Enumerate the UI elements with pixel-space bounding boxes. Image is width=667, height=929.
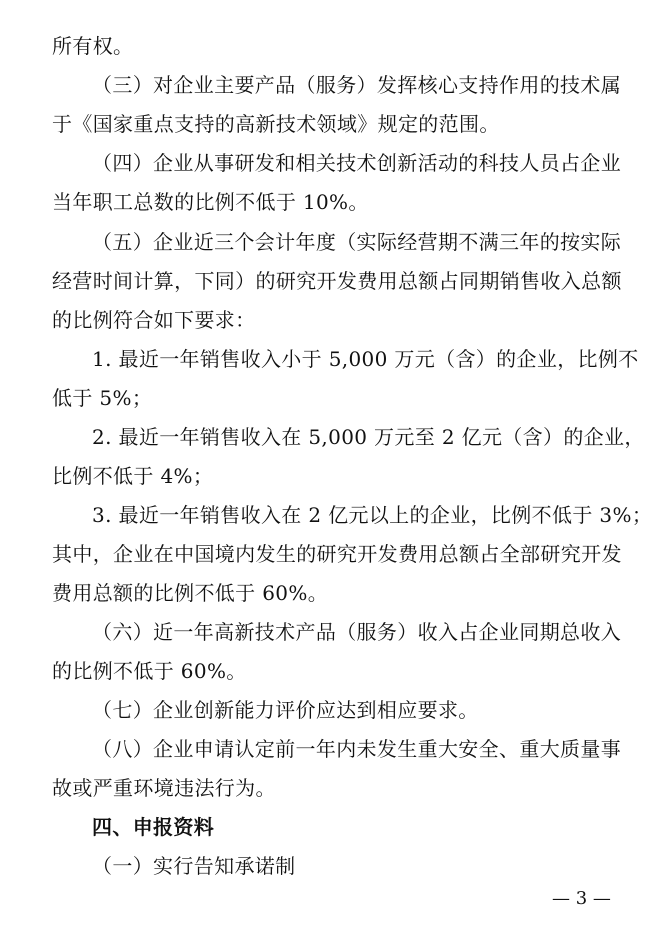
text-line: 费用总额的比例不低于 60%。 [52,581,329,605]
text-line: （八）企业申请认定前一年内未发生重大安全、重大质量事 [92,737,622,761]
text-line: 低于 5%； [52,386,153,410]
text-line: （三）对企业主要产品（服务）发挥核心支持作用的技术属 [92,73,622,97]
page-number: — 3 — [552,888,611,909]
text-line: 比例不低于 4%； [52,464,214,488]
text-line: 当年职工总数的比例不低于 10%。 [52,190,369,214]
text-line: 3. 最近一年销售收入在 2 亿元以上的企业，比例不低于 3%； [92,503,653,527]
text-line: 1. 最近一年销售收入小于 5,000 万元（含）的企业，比例不 [92,347,639,371]
text-line: （五）企业近三个会计年度（实际经营期不满三年的按实际 [92,230,622,254]
text-line: 故或严重环境违法行为。 [52,776,276,800]
text-line: 其中，企业在中国境内发生的研究开发费用总额占全部研究开发 [52,542,622,566]
text-line: 所有权。 [52,34,134,58]
subsection-heading: （一）实行告知承诺制 [92,854,296,878]
text-line: 的比例符合如下要求： [52,308,256,332]
text-line: 的比例不低于 60%。 [52,659,247,683]
text-line: 2. 最近一年销售收入在 5,000 万元至 2 亿元（含）的企业， [92,425,645,449]
text-line: （四）企业从事研发和相关技术创新活动的科技人员占企业 [92,151,622,175]
text-line: 经营时间计算，下同）的研究开发费用总额占同期销售收入总额 [52,269,622,293]
text-line: （六）近一年高新技术产品（服务）收入占企业同期总收入 [92,620,622,644]
text-line: 于《国家重点支持的高新技术领域》规定的范围。 [52,112,500,136]
text-line: （七）企业创新能力评价应达到相应要求。 [92,698,479,722]
section-heading: 四、申报资料 [92,815,215,839]
